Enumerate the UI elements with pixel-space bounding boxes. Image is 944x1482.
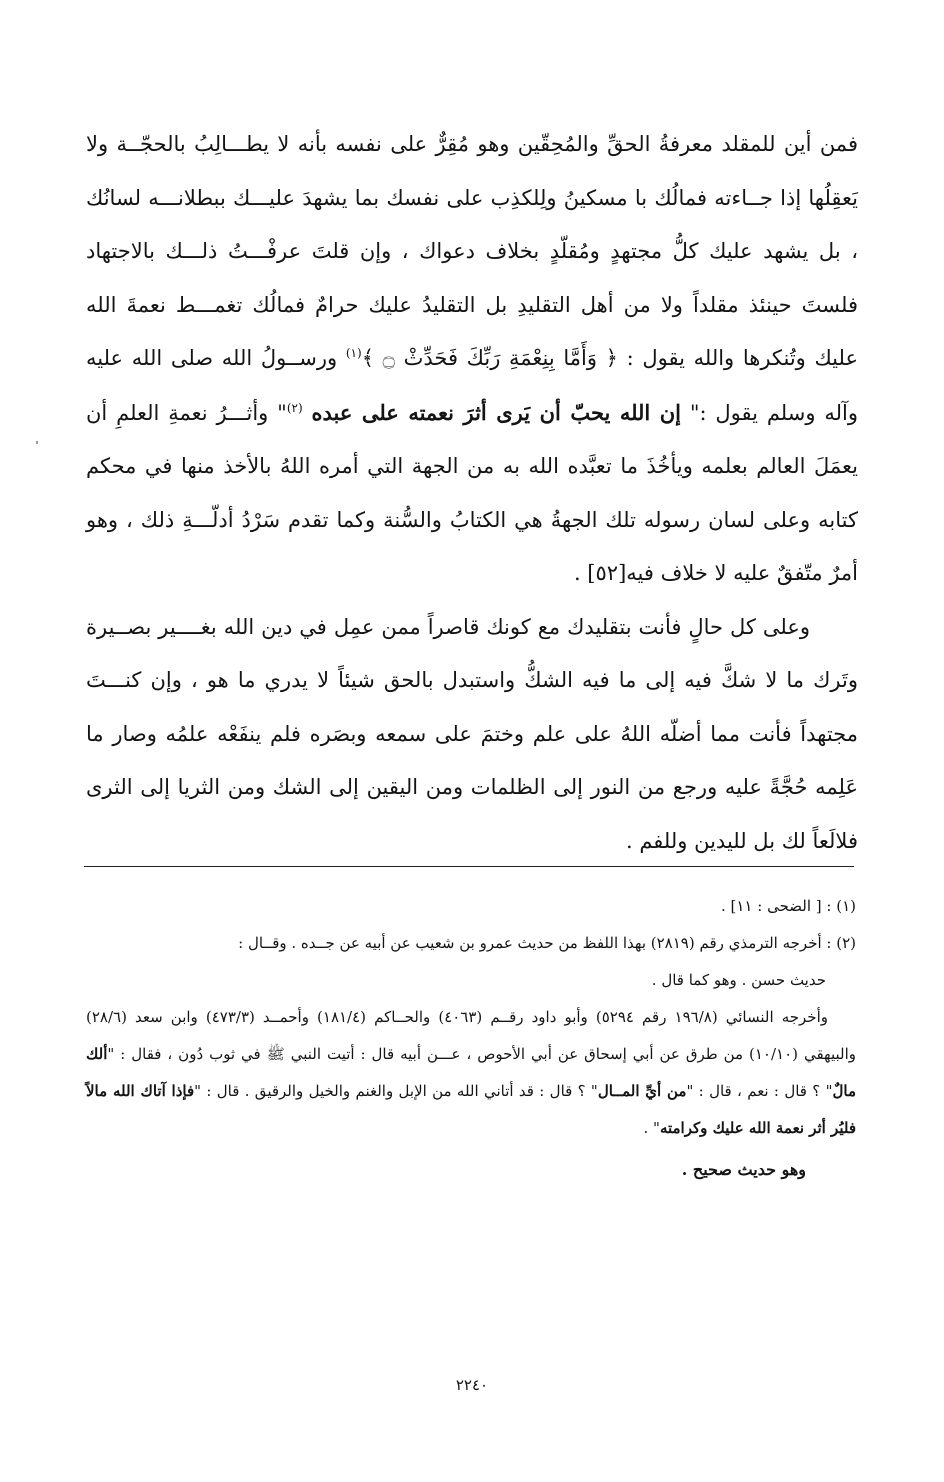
p1-text-a: فمن أين للمقلد معرفةُ الحقِّ والمُحِقّين وهو مُقِرٌّ على نفسه بأنه لا يطـــالِبُ بالحجّــة ولا يَعقِلُها إذا جــاءته فمالُك با مسكينُ ولِلكذِب على نفسك بما يشهدَ عليـــك ببطلانـــه لسانُك ، بل يشهد عليك كلُّ مجتهدٍ ومُقلّدٍ بخلاف دعواك ، وإن قلتَ عرفْـــتُ ذلـــك بالاجتهاد فلستَ حينئذ مقلداً ولا من أهل التقليدِ بل التقليدُ عليك حرامٌ فمالُك تغمـــط نعمةَ الله عليك وتُنكرها والله يقول :: [86, 132, 859, 370]
paragraph-1: [86, 118, 858, 601]
footnotes-section: [86, 888, 856, 1188]
p1-text-b: ورســولُ الله صلى الله عليه وآله وسلم يقول :": [86, 346, 858, 425]
footnote-ref-1: (١): [345, 346, 362, 360]
quran-verse: ﴿ وَأَمَّا بِنِعْمَةِ رَبِّكَ فَحَدِّثْ ۝ ﴾: [361, 346, 618, 370]
footnote-2-line-b: حديث حسن . وهو كما قال .: [651, 971, 826, 989]
fn2-text-f: " .: [643, 1119, 660, 1137]
page-number: ٢٢٤٠: [455, 1376, 489, 1394]
fn2-text-e: " ؟ قال : قد أتاني الله من الإبل والغنم والخيل والرقيق . قال : ": [194, 1082, 598, 1100]
fn2-text-d: " ؟ قال : نعم ، قال : ": [686, 1082, 833, 1100]
footnote-2-verdict: وهو حديث صحيح .: [681, 1160, 806, 1179]
fn2-quote-2: من أيِّ المــال: [597, 1082, 687, 1100]
p1-text-c: " وأثـــرُ نعمةِ العلمِ أن يعمَلَ العالم بعلمه ويأخُذَ ما تعبَّده الله به من الجهة التي أمره اللهُ بالأخذ منها في محكم كتابه وعلى لسان رسوله تلك الجهةُ هي الكتابُ والسُّنة وكما تقدم سَرْدُ أدلّـــةِ ذلك ، وهو أمرٌ متّفقٌ عليه لا خلاف فيه[٥٢] .: [86, 400, 858, 585]
main-body-text: [86, 118, 858, 868]
fn2-quote-3: فإذا آتاك الله مالاً فليُر أثر نعمة الله عليك وكرامته: [86, 1082, 856, 1137]
fn2-text-c: وأخرجه النسائي (١٩٦/٨ رقم ٥٢٩٤) وأبو داود رقــم (٤٠٦٣) والحــاكم (١٨١/٤) وأحمــد (٤٧٣/٣) وابن سعد (٢٨/٦) والبيهقي (١٠/١٠) من طرق عن أبي إسحاق عن أبي الأحوص ، عـــن أبيه قال : أتيت النبي ﷺ في ثوب دُون ، فقال : ": [86, 1008, 856, 1063]
footnote-2-line-a: (٢) : أخرجه الترمذي رقم (٢٨١٩) بهذا اللفظ من حديث عمرو بن شعيب عن أبيه عن جــده . وقــال :: [238, 934, 856, 952]
hadith-text: إن الله يحبّ أن يَرى أثرَ نعمته على عبده: [311, 399, 681, 425]
footnote-2-body: [86, 999, 856, 1147]
footnote-ref-2: (٢): [286, 400, 303, 415]
footnote-divider: [84, 866, 854, 867]
fn2-quote-1: ألك مالٌ: [86, 1045, 856, 1100]
scan-speck: [36, 441, 38, 444]
footnote-1: (١) : [ الضحى : ١١] .: [720, 897, 856, 915]
paragraph-2: وعلى كل حالٍ فأنت بتقليدك مع كونك قاصراً ممن عمِل في دين الله بغــــير بصــيرة وتَرك ما لا شكَّ فيه إلى ما فيه الشكُّ واستبدل بالحق شيئاً لا يدري ما هو ، وإن كنـــتَ مجتهداً فأنت مما أضلّه اللهُ على علم وختمَ على سمعه وبصَره فلم ينفَعْه علمُه وصار ما عَلِمه حُجَّةً عليه ورجع من النور إلى الظلمات ومن اليقين إلى الشك ومن الثريا إلى الثرى فلالَعاً لك بل لليدين وللفم .: [86, 614, 858, 853]
